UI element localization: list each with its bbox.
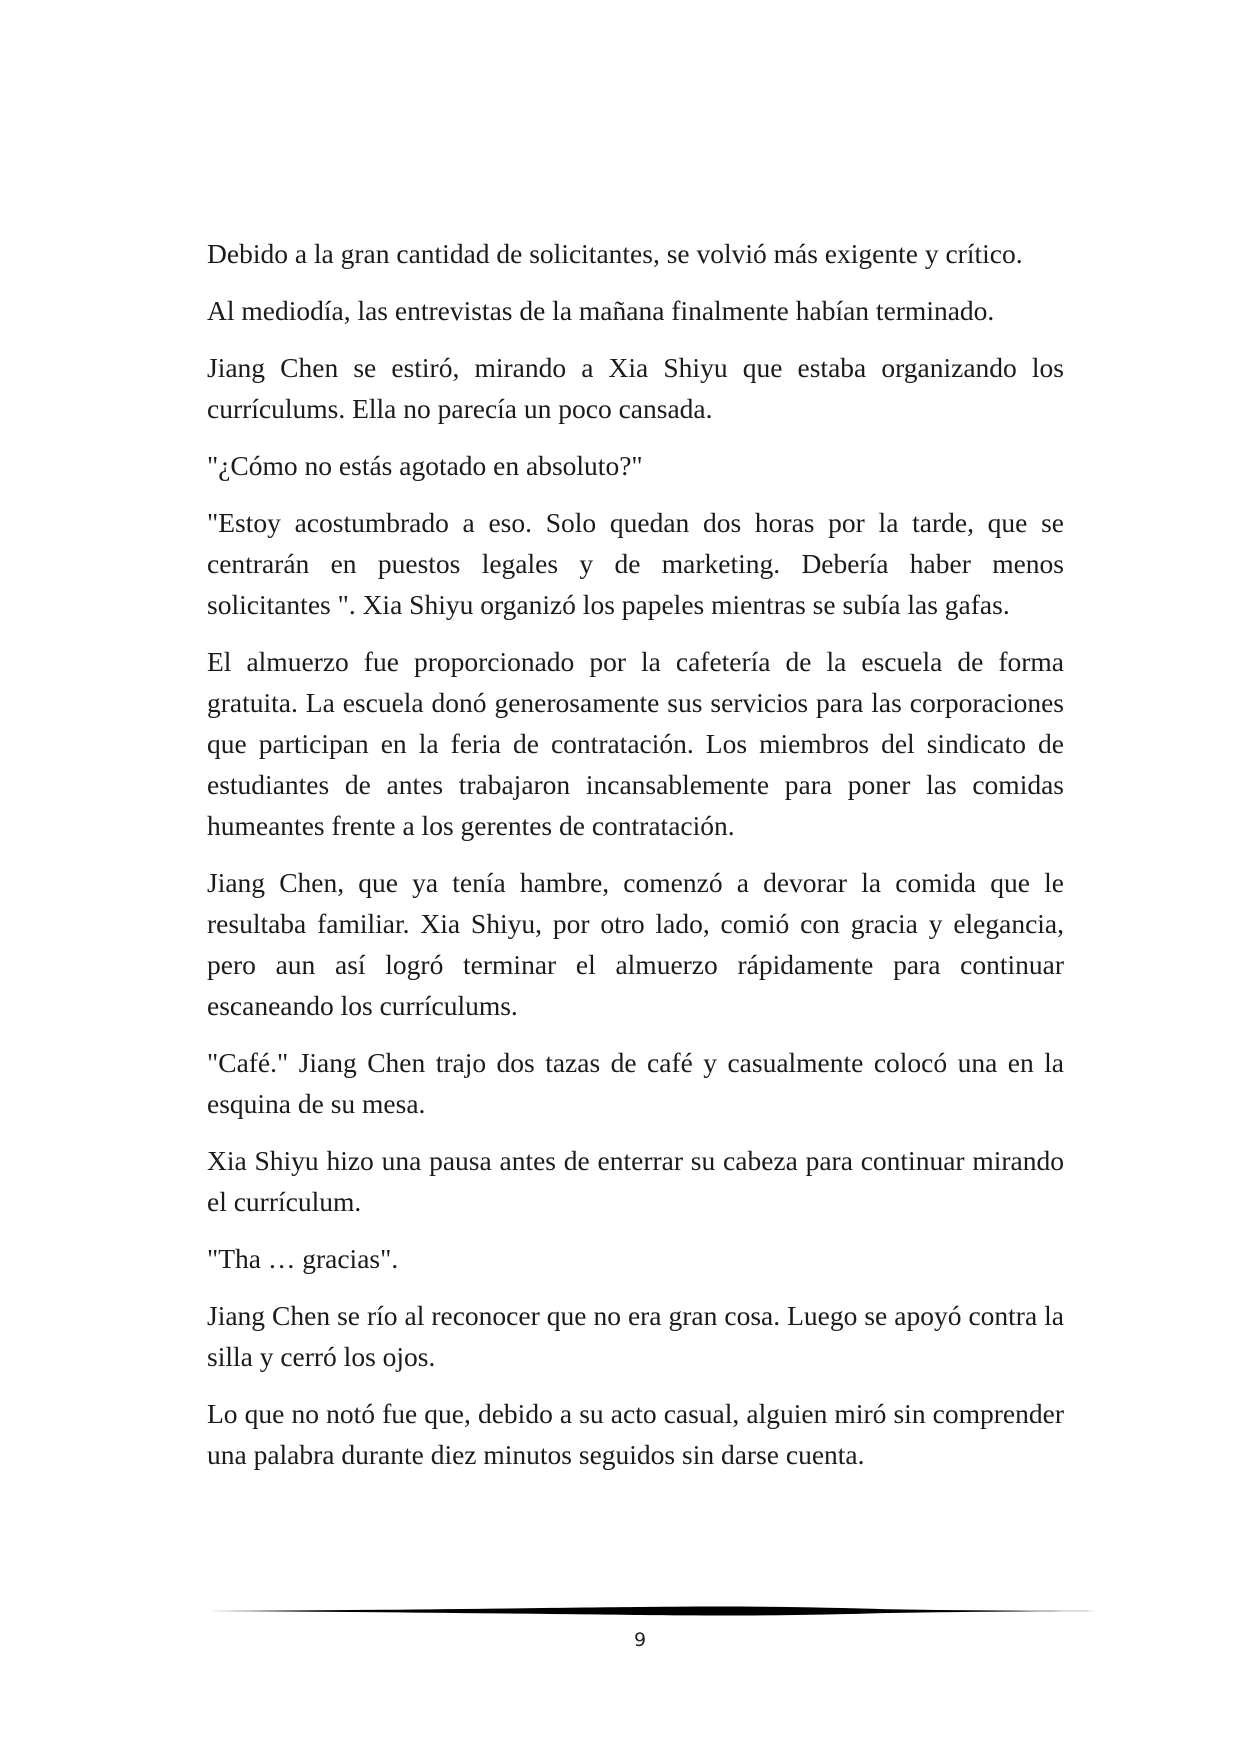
paragraph: Debido a la gran cantidad de solicitantes, se volvió más exigente y crítico. [207,238,1023,269]
paragraph: Xia Shiyu hizo una pausa antes de enterrar su cabeza para continuar mirando el currículum. [207,1145,1064,1217]
paragraph: "¿Cómo no estás agotado en absoluto?" [207,450,643,481]
body-text [207,233,1064,1491]
footer-rule [207,1604,1106,1618]
paragraph: Lo que no notó fue que, debido a su acto casual, alguien miró sin comprender una palabra durante diez minutos seguidos sin darse cuenta. [207,1398,1064,1470]
paragraph: El almuerzo fue proporcionado por la cafetería de la escuela de forma gratuita. La escuela donó generosamente sus servicios para las corporaciones que participan en la feria de contratación. Los miembros del sindicato de estudiantes de antes trabajaron incansablemente para poner las comidas humeantes frente a los gerentes de contratación. [207,646,1064,841]
paragraph: Jiang Chen se estiró, mirando a Xia Shiyu que estaba organizando los currículums. Ella no parecía un poco cansada. [207,352,1064,424]
paragraph: "Estoy acostumbrado a eso. Solo quedan dos horas por la tarde, que se centrarán en puestos legales y de marketing. Debería haber menos solicitantes ". Xia Shiyu organizó los papeles mientras se subía las gafas. [207,507,1064,620]
paragraph: Jiang Chen se río al reconocer que no era gran cosa. Luego se apoyó contra la silla y cerró los ojos. [207,1300,1064,1372]
page-number: 9 [633,1629,647,1651]
paragraph: Jiang Chen, que ya tenía hambre, comenzó a devorar la comida que le resultaba familiar. Xia Shiyu, por otro lado, comió con gracia y elegancia, pero aun así logró terminar el almuerzo rápidamente para continuar escaneando los currículums. [207,867,1064,1021]
paragraph: "Café." Jiang Chen trajo dos tazas de café y casualmente colocó una en la esquina de su mesa. [207,1047,1064,1119]
paragraph: Al mediodía, las entrevistas de la mañana finalmente habían terminado. [207,295,995,326]
paragraph: "Tha … gracias". [207,1243,399,1274]
footer-rule-stroke [207,1607,1106,1616]
